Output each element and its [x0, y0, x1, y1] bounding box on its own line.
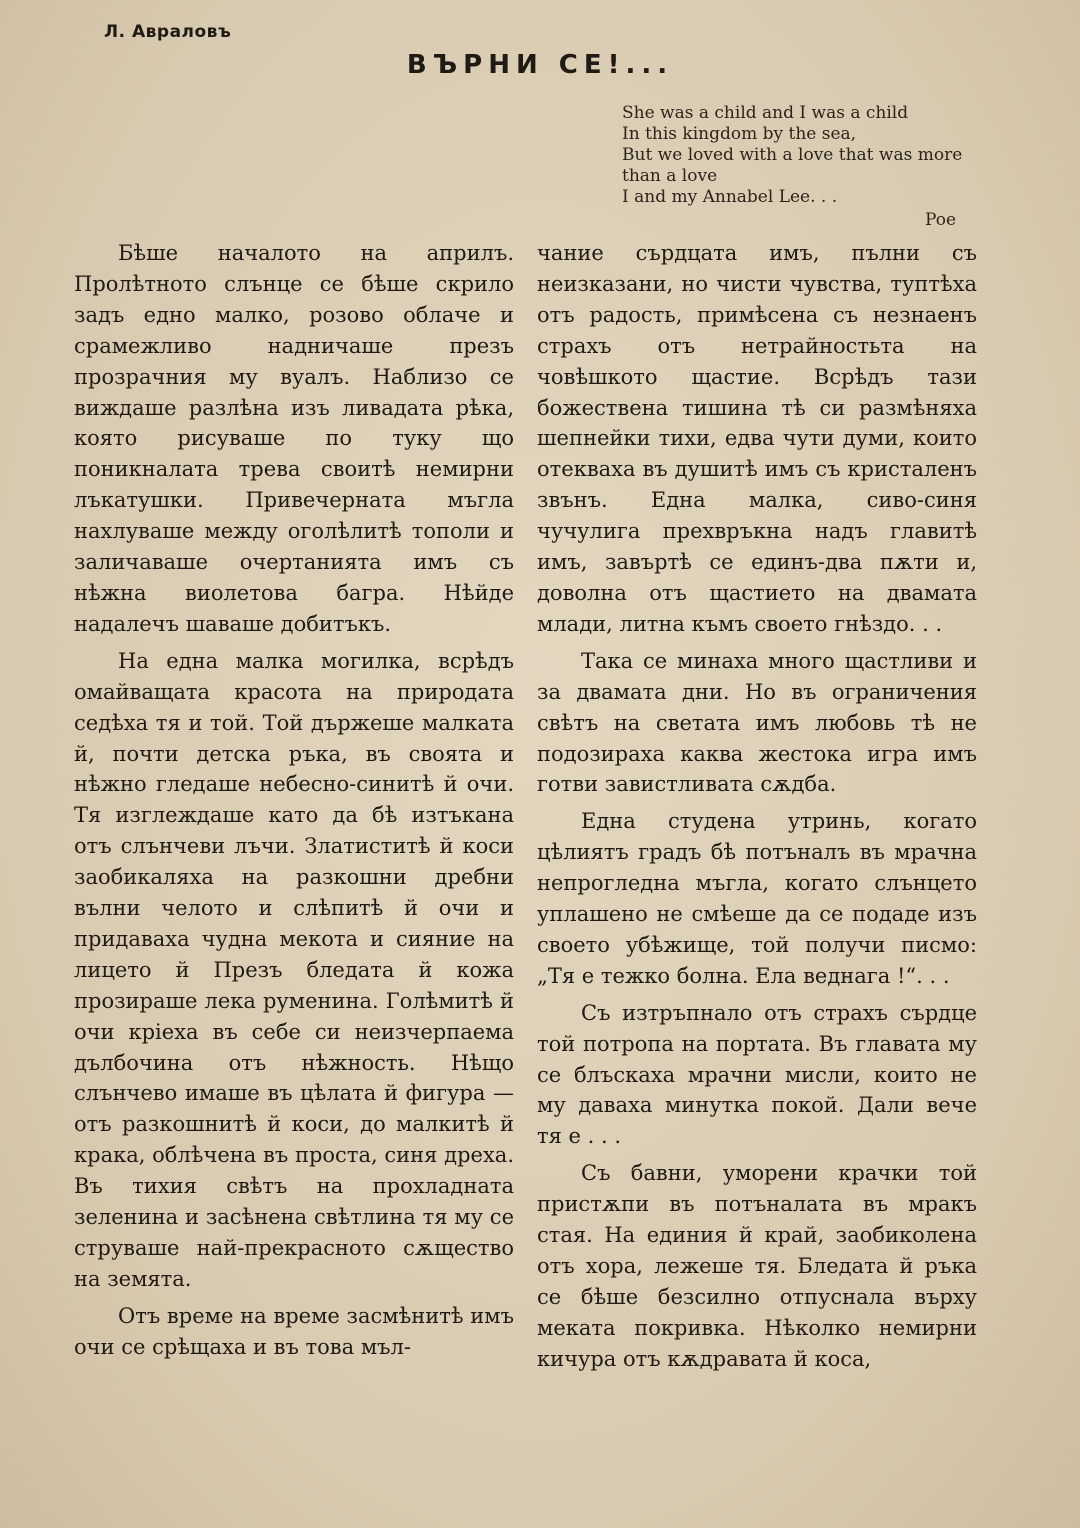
paragraph: Съ изтръпнало отъ страхъ сърдце той потропа на портата. Въ главата му се блъскаха мрачни мисли, които не му даваха минутка покой. Дали вече тя е . . . — [537, 1000, 977, 1149]
paragraph: чание сърдцата имъ, пълни съ неизказани, но чисти чувства, туптѣха отъ радость, примѣсена съ незнаенъ страхъ отъ нетрайностьта на човѣшкото щастие. Всрѣдъ тази божествена тишина тѣ си размѣняха шепнейки тихи, едва чути думи, които отекваха въ душитѣ имъ съ кристаленъ звънъ. Една малка, сиво-синя чучулига прехвръкна надъ главитѣ имъ, завъртѣ се единъ-два пѫти и, доволна отъ щастието на двамата млади, литна къмъ своето гнѣздо. . . — [537, 241, 977, 636]
paragraph: На една малка могилка, всрѣдъ омайващата красота на природата седѣха тя и той. Той държеше малката й, почти детска ръка, въ своята и нѣжно гледаше небесно-синитѣ й очи. Тя изглеждаше като да бѣ изтъкана отъ слънчеви лъчи. Златиститѣ й коси заобикаляха на разкошни дребни вълни челото и слѣпитѣ й очи и придаваха чудна мекота и сияние на лицето й Презъ бледата й кожа прозираше лека руменина. Голѣмитѣ й очи крieха въ себе си неизчерпаема дълбочина отъ нѣжность. Нѣщо слънчево имаше въ цѣлата й фигура — отъ разкошнитѣ й коси, до малкитѣ й крака, облѣчена въ проста, синя дреха. Въ тихия свѣтъ на прохладната зеленина и засѣнена свѣтлина тя му се струваше най-прекрасното сѫщество на земята. — [74, 648, 514, 1291]
epigraph-line: I and my Annabel Lee. . . — [622, 187, 838, 207]
paragraph: Съ бавни, уморени крачки той пристѫпи въ потъналата въ мракъ стая. На единия й край, заобиколена отъ хора, лежеше тя. Бледата й ръка се бѣше безсилно отпуснала върху меката покривка. Нѣколко немирни кичура отъ кѫдравата й коса, — [537, 1161, 977, 1371]
epigraph-line: In this kingdom by the sea, — [622, 124, 857, 144]
epigraph-line: She was a child and I was a child — [622, 103, 909, 123]
epigraph-line: than a love — [622, 166, 718, 186]
epigraph-line: But we loved with a love that was more — [622, 145, 963, 165]
paragraph: Една студена утринь, когато цѣлиятъ градъ бѣ потъналъ въ мрачна непрогледна мъгла, когато слънцето уплашено не смѣеше да се подаде изъ своето убѣжище, той получи писмо: „Тя е тежко болна. Ела веднага !“. . . — [537, 809, 977, 988]
epigraph-attribution: Poe — [924, 210, 956, 230]
paragraph: Бѣше началото на априлъ. Пролѣтното слънце се бѣше скрило задъ едно малко, розово облаче и срамежливо надничаше презъ прозрачния му вуалъ. Наблизо се виждаше разлѣна изъ ливадата рѣка, която рисуваше по туку що поникналата трева своитѣ немирни лъкатушки. Привечерната мъгла нахлуваше между оголѣлитѣ тополи и заличаваше очертанията имъ съ нѣжна виолетова багра. Нѣйде надалечъ шаваше добитъкъ. — [74, 241, 514, 636]
epigraph — [622, 103, 1022, 231]
right-column — [537, 238, 977, 1375]
left-column — [74, 238, 514, 1363]
article-title: ВЪРНИ СЕ!... — [406, 50, 674, 80]
paragraph: Отъ време на време засмѣнитѣ имъ очи се срѣщаха и въ това мъл- — [74, 1303, 514, 1359]
author-name: Л. Авраловъ — [104, 22, 232, 42]
paragraph: Така се минаха много щастливи и за двамата дни. Но въ ограничения свѣтъ на светата имъ любовь тѣ не подозираха каква жестока игра имъ готви завистливата сѫдба. — [537, 648, 977, 797]
